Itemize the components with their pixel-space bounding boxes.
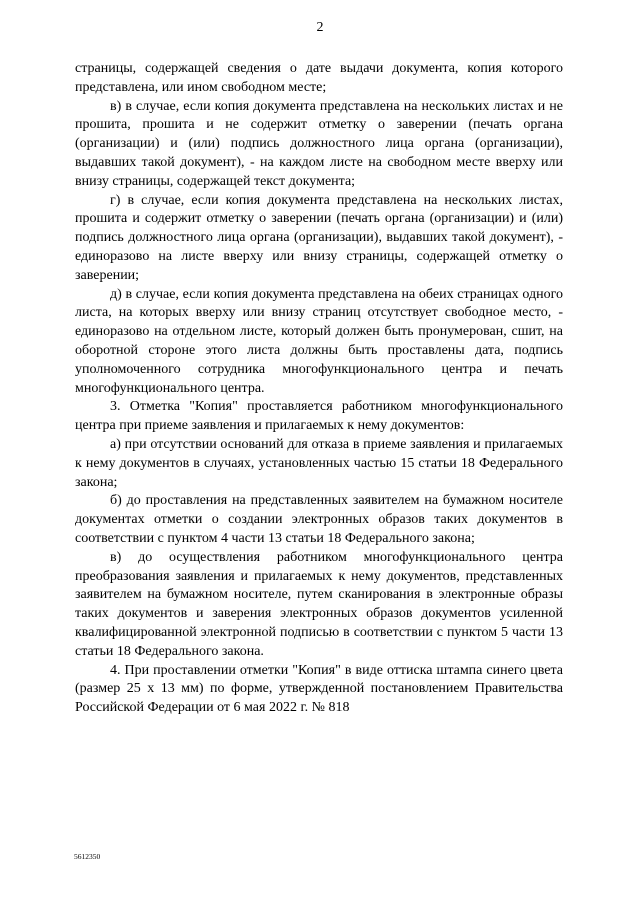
paragraph-item-v: в) в случае, если копия документа представлена на нескольких листах и не прошита, прошита и не содержит отметку о заверении (печать органа (организации) и (или) подпись должностного лица органа (организации), выдавших такой документ), - на каждом листе на свободном месте вверху или внизу страницы, содержащей текст документа; <box>75 98 563 189</box>
paragraph-item-d: д) в случае, если копия документа представлена на обеих страницах одного листа, на которых вверху или внизу страниц отсутствует свободное место, - единоразово на отдельном листе, который должен быть пронумерован, сшит, на оборотной стороне этого листа должны быть проставлены дата, подпись уполномоченного сотрудника многофункционального центра и печать многофункционального центра. <box>75 286 563 396</box>
paragraph-item-g: г) в случае, если копия документа представлена на нескольких листах, прошита и содержит отметку о заверении (печать органа (организации) и (или) подпись должностного лица органа (организации), выдавших такой документ), - единоразово на листе вверху или внизу страницы, содержащей отметку о заверении; <box>75 192 563 283</box>
document-id: 5612350 <box>74 852 101 861</box>
paragraph-continuation: страницы, содержащей сведения о дате выдачи документа, копия которого представлена, или ином свободном месте; <box>75 61 563 95</box>
paragraph-item-a: а) при отсутствии оснований для отказа в приеме заявления и прилагаемых к нему документов в случаях, установленных частью 15 статьи 18 Федерального закона; <box>75 436 563 490</box>
paragraph-item-b: б) до проставления на представленных заявителем на бумажном носителе документах отметки о создании электронных образов таких документов в соответствии с пунктом 4 части 13 статьи 18 Федерального закона; <box>75 493 563 546</box>
paragraph-clause-4: 4. При проставлении отметки "Копия" в виде оттиска штампа синего цвета (размер 25 x 13 мм) по форме, утвержденной постановлением Правительства Российской Федерации от 6 мая 2022 г. № 818 <box>75 662 563 716</box>
document-body <box>75 60 563 718</box>
paragraph-clause-3: 3. Отметка "Копия" проставляется работником многофункционального центра при приеме заявления и прилагаемых к нему документов: <box>75 399 563 434</box>
paragraph-item-v2: в) до осуществления работником многофункционального центра преобразования заявления и прилагаемых к нему документов, представленных заявителем на бумажном носителе, путем сканирования в электронные образы таких документов и заверения электронных образов документов усиленной квалифицированной электронной подписью в соответствии с пунктом 5 части 13 статьи 18 Федерального закона. <box>75 549 563 659</box>
page-number: 2 <box>316 20 324 35</box>
